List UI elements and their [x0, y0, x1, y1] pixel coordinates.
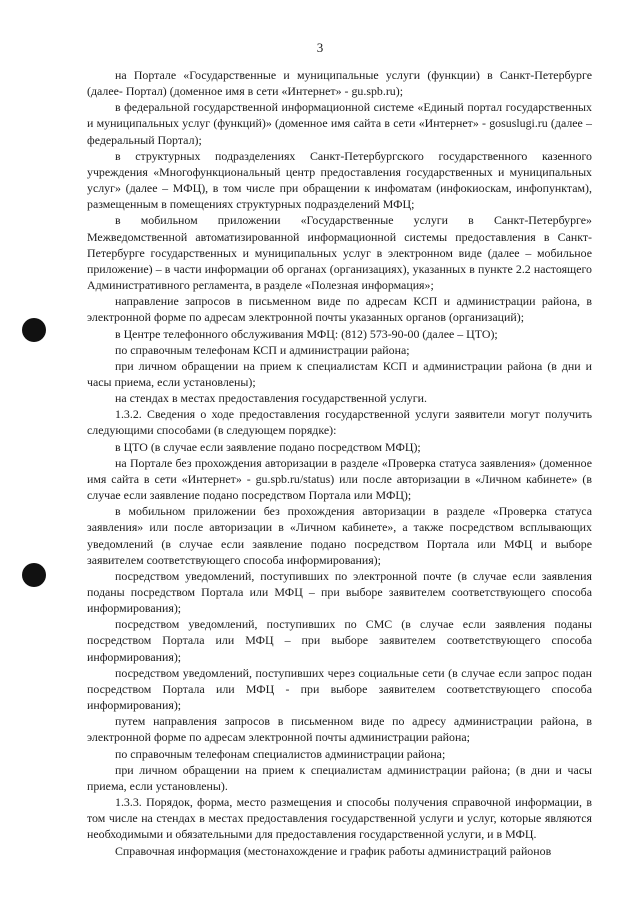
paragraph: по справочным телефонам специалистов администрации района; — [115, 746, 446, 761]
paragraph: на Портале без прохождения авторизации в разделе «Проверка статуса заявления» (доменное имя сайта в сети «Интернет» - gu.spb.ru/status) или после авторизации в «Личном кабинете» (в случае если заявление подано посредством Портала или МФЦ); — [87, 455, 592, 503]
paragraph: в мобильном приложении «Государственные услуги в Санкт-Петербурге» Межведомственной автоматизированной информационной системы предоставления в Санкт-Петербурге государственных и муниципальных услуг в электронном виде (далее – мобильное приложение) – в части информации об органах (организациях), указанных в пункте 2.2 настоящего Административного регламента, в разделе «Полезная информация»; — [87, 213, 592, 293]
paragraph: в структурных подразделениях Санкт-Петербургского государственного казенного учреждения «Многофункциональный центр предоставления государственных и муниципальных услуг» (далее – МФЦ), в том числе при обращении к инфоматам (инфокиоскам, инфопунктам), размещенным в помещениях структурных подразделений МФЦ; — [87, 148, 592, 212]
paragraph: в мобильном приложении без прохождения авторизации в разделе «Проверка статуса заявления» или после авторизации в «Личном кабинете», а также посредством всплывающих уведомлений (в случае если заявление подано посредством Портала или МФЦ и выборе заявителем соответствующего способа информирования); — [87, 504, 592, 567]
paragraph: 1.3.2. Сведения о ходе предоставления государственной услуги заявители могут получить следующими способами (в следующем порядке): — [87, 407, 592, 438]
paragraph: 1.3.3. Порядок, форма, место размещения и способы получения справочной информации, в том числе на стендах в местах предоставления государственной услуги и услуг, которые являются необходимыми и обязательными для предоставления государственной услуги, и в МФЦ. — [87, 795, 592, 842]
paragraph: Справочная информация (местонахождение и график работы администраций районов — [115, 843, 552, 858]
paragraph: в федеральной государственной информационной системе «Единый портал государственных и муниципальных услуг (функций)» (доменное имя сайта в сети «Интернет» - gosuslugi.ru (далее – федеральный Портал); — [87, 100, 592, 147]
paragraph: на стендах в местах предоставления государственной услуги. — [115, 391, 427, 406]
paragraph: путем направления запросов в письменном виде по адресу администрации района, в электронной форме по адресам электронной почты администрации района; — [87, 714, 592, 745]
punch-hole-lower — [22, 563, 46, 587]
paragraph: в Центре телефонного обслуживания МФЦ: (812) 573-90-00 (далее – ЦТО); — [115, 326, 498, 341]
document-body — [87, 67, 592, 859]
paragraph: посредством уведомлений, поступивших по электронной почте (в случае если заявления поданы посредством Портала или МФЦ – при выборе заявителем соответствующего способа информирования); — [87, 568, 592, 616]
page-number: 3 — [316, 40, 324, 55]
paragraph: в ЦТО (в случае если заявление подано посредством МФЦ); — [115, 439, 421, 454]
paragraph: направление запросов в письменном виде по адресам КСП и администрации района, в электронной форме по адресам электронной почты указанных органов (организаций); — [87, 294, 592, 325]
paragraph: при личном обращении на прием к специалистам КСП и администрации района (в дни и часы приема, если установлены); — [87, 358, 592, 389]
paragraph: на Портале «Государственные и муниципальные услуги (функции) в Санкт-Петербурге (далее- Портал) (доменное имя в сети «Интернет» - gu.spb.ru); — [87, 68, 592, 99]
punch-hole-upper — [22, 318, 46, 342]
paragraph: по справочным телефонам КСП и администрации района; — [115, 342, 410, 357]
paragraph: при личном обращении на прием к специалистам администрации района; (в дни и часы приема, если установлены). — [87, 762, 592, 793]
paragraph: посредством уведомлений, поступивших по СМС (в случае если заявления поданы посредством Портала или МФЦ – при выборе заявителем соответствующего способа информирования); — [87, 617, 592, 664]
paragraph: посредством уведомлений, поступивших через социальные сети (в случае если запрос подан посредством Портала или МФЦ - при выборе заявителем соответствующего способа информирования); — [87, 665, 592, 713]
